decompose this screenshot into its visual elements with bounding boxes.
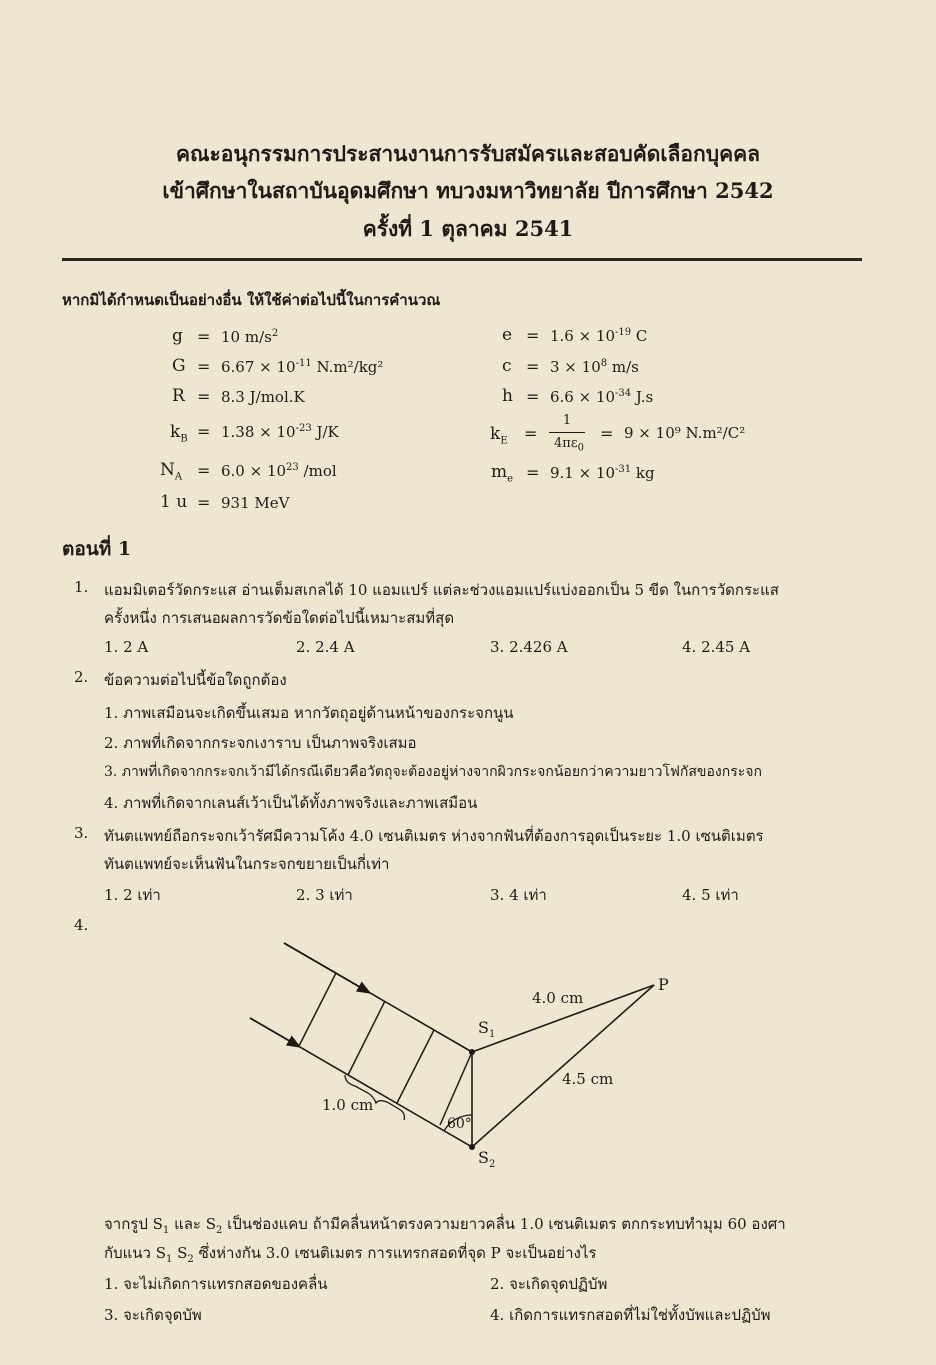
q4-text-line-1: จากรูป $S_1$ และ $S_2$ เป็นช่องแคบ ถ้ามีคลื่นหน้าตรงความยาวคลื่น 1.0 เซนติเมตร ตกกระทบทำมุม 60 องศา — [104, 1215, 786, 1236]
q4-option-3[interactable]: 3. จะเกิดจุดบัพ — [104, 1306, 202, 1324]
path-s2-p — [472, 985, 654, 1147]
wavefront — [348, 1001, 385, 1075]
q1-option-4[interactable]: 4. 2.45 A — [682, 638, 751, 656]
q2-option-1[interactable]: 1. ภาพเสมือนจะเกิดขึ้นเสมอ หากวัตถุอยู่ด้านหน้าของกระจกนูน — [104, 704, 514, 722]
label-s2: $S_2$ — [478, 1148, 496, 1171]
section-title: ตอนที่ 1 — [62, 538, 132, 560]
wavefront — [299, 973, 336, 1046]
header-line-3: ครั้งที่ 1 ตุลาคม 2541 — [362, 216, 574, 241]
q3-option-2[interactable]: 2. 3 เท่า — [296, 886, 353, 904]
q1-option-1[interactable]: 1. 2 A — [104, 638, 149, 656]
q3-option-1[interactable]: 1. 2 เท่า — [104, 886, 161, 904]
q4-option-2[interactable]: 2. จะเกิดจุดปฏิบัพ — [490, 1275, 608, 1293]
q2-option-4[interactable]: 4. ภาพที่เกิดจากเลนส์เว้าเป็นได้ทั้งภาพจริงและภาพเสมือน — [104, 794, 478, 812]
q3-option-4[interactable]: 4. 5 เท่า — [682, 886, 739, 904]
q1-option-2[interactable]: 2. 2.4 A — [296, 638, 355, 656]
q3-option-3[interactable]: 3. 4 เท่า — [490, 886, 547, 904]
exam-page: คณะอนุกรรมการประสานงานการรับสมัครและสอบคัดเลือกบุคคล เข้าศึกษาในสถาบันอุดมศึกษา ทบวงมหาวิทยาลัย ปีการศึกษา 2542 ครั้งที่ 1 ตุลาคม 2541 หากมิได้กำหนดเป็นอย่างอื่น ให้ใช้ค่าต่อไปนี้ในการคำนวณ g = 10 $m/s^2$ G = $6.67 \times 10^{-11}$ N.m²/kg² R = 8.3 J/mol.K $k_B$ = $1.38 \times 10^{-23}$ J/K $N_A$ = $6.0 \times 10^{23}$ /mol 1 u = 931 MeV e = $1.6 \times 10^{-19}$ C c = $3 \times 10^8$ m/s h = $6.6 \times 10^{-34}$ J.s $k_E$ = 1 $4\pi\varepsilon_0$ = 9 × 10⁹ N.m²/C² $m_e$ = $9.1 \times 10^{-31}$ kg ตอนที่ 1 1. แอมมิเตอร์วัดกระแส อ่านเต็มสเกลได้ 10 แอมแปร์ แต่ละช่วงแอมแปร์แบ่งออกเป็น 5 ขีด ในการวัดกระแส ครั้งหนึ่ง การเสนอผลการวัดข้อใดต่อไปนี้เหมาะสมที่สุด 1. 2 A 2. 2.4 A 3. 2.426 A 4. 2.45 A 2. ข้อความต่อไปนี้ข้อใดถูกต้อง 1. ภาพเสมือนจะเกิดขึ้นเสมอ หากวัตถุอยู่ด้านหน้าของกระจกนูน 2. ภาพที่เกิดจากกระจกเงาราบ เป็นภาพจริงเสมอ 3. ภาพที่เกิดจากกระจกเว้ามีได้กรณีเดียวคือวัตถุจะต้องอยู่ห่างจากผิวกระจกน้อยกว่าความยาวโฟกัสของกระจก 4. ภาพที่เกิดจากเลนส์เว้าเป็นได้ทั้งภาพจริงและภาพเสมือน 3. ทันตแพทย์ถือกระจกเว้ารัศมีความโค้ง 4.0 เซนติเมตร ห่างจากฟันที่ต้องการอุดเป็นระยะ 1.0 เซนติเมตร ทันตแพทย์จะเห็นฟันในกระจกขยายเป็นกี่เท่า 1. 2 เท่า 2. 3 เท่า 3. 4 เท่า 4. 5 เท่า 4. $S_1$ $S_2$ P 4.0 cm 4.5 cm 1.0 cm 60° จากรูป $S_1$ และ $S_2$ เป็นช่องแคบ ถ้ามีคลื่นหน้าตรงความยาวคลื่น 1.0 เซนติเมตร ตกกระทบทำมุม 60 องศา กับแนว $S_1$ $S_2$ ซึ่งห่างกัน 3.0 เซนติเมตร การแทรกสอดที่จุด P จะเป็นอย่างไร 1. จะไม่เกิดการแทรกสอดของคลื่น 2. จะเกิดจุดปฏิบัพ 3. จะเกิดจุดบัพ 4. เกิดการแทรกสอดที่ไม่ใช่ทั้งบัพและปฏิบัพ — [0, 0, 936, 1365]
label-p: P — [658, 975, 669, 994]
header-line-2: เข้าศึกษาในสถาบันอุดมศึกษา ทบวงมหาวิทยาลัย ปีการศึกษา 2542 — [162, 178, 774, 203]
label-angle: 60° — [447, 1116, 472, 1132]
q4-option-4[interactable]: 4. เกิดการแทรกสอดที่ไม่ใช่ทั้งบัพและปฏิบัพ — [490, 1306, 771, 1324]
q2-option-3[interactable]: 3. ภาพที่เกิดจากกระจกเว้ามีได้กรณีเดียวคือวัตถุจะต้องอยู่ห่างจากผิวกระจกน้อยกว่าความยาวโฟกัสของกระจก — [104, 764, 762, 780]
label-wavelength: 1.0 cm — [322, 1096, 374, 1114]
label-d1: 4.0 cm — [532, 989, 584, 1007]
wavefront — [440, 1052, 472, 1125]
q2-option-2[interactable]: 2. ภาพที่เกิดจากกระจกเงาราบ เป็นภาพจริงเสมอ — [104, 734, 417, 752]
constants-intro: หากมิได้กำหนดเป็นอย่างอื่น ให้ใช้ค่าต่อไปนี้ในการคำนวณ — [62, 291, 441, 309]
label-s1: $S_1$ — [478, 1018, 496, 1041]
q1-option-3[interactable]: 3. 2.426 A — [490, 638, 568, 656]
q4-text-line-2: กับแนว $S_1$ $S_2$ ซึ่งห่างกัน 3.0 เซนติเมตร การแทรกสอดที่จุด P จะเป็นอย่างไร — [104, 1244, 597, 1265]
label-d2: 4.5 cm — [562, 1070, 614, 1088]
q4-option-1[interactable]: 1. จะไม่เกิดการแทรกสอดของคลื่น — [104, 1275, 328, 1293]
wavefront — [397, 1030, 434, 1103]
header-line-1: คณะอนุกรรมการประสานงานการรับสมัครและสอบคัดเลือกบุคคล — [175, 141, 761, 166]
